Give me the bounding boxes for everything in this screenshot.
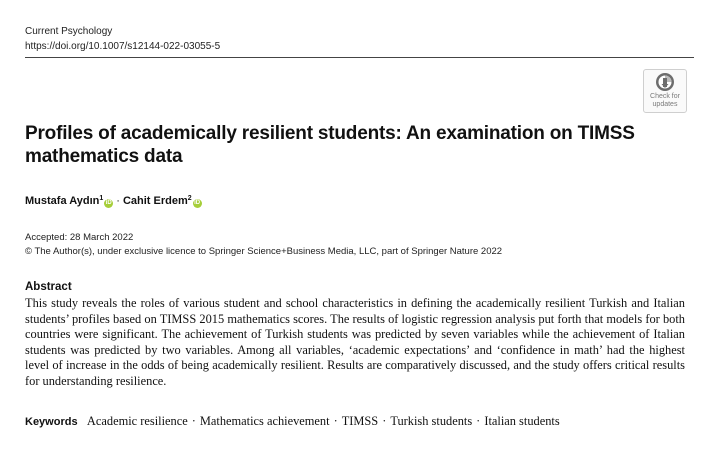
badge-label: [644, 93, 686, 109]
keyword-separator: ·: [191, 414, 196, 428]
keyword-item[interactable]: Turkish students: [390, 414, 473, 428]
keyword-separator: ·: [333, 414, 338, 428]
keyword-separator: ·: [382, 414, 387, 428]
abstract-text: This study reveals the roles of various student and school characteristics in defining the academically resilient Turkish and Italian students’ profiles based on TIMSS 2015 mathematics scores. The results of logistic regression analysis put forth that models for both countries were significant. The achievement of Turkish students was predicted by seven variables while the achievement of Italian students was predicted by two variables. Among all variables, ‘academic expectations’ and ‘confidence in math’ had the highest level of increase in the odds of being academically resilient. Results are comparatively discussed, and the study offers critical results for understanding resilience.: [25, 296, 685, 388]
keyword-separator: ·: [476, 414, 481, 428]
keyword-item[interactable]: Italian students: [484, 414, 560, 428]
orcid-icon[interactable]: iD: [105, 200, 112, 206]
keywords-label: Keywords: [25, 416, 78, 428]
orcid-icon[interactable]: iD: [194, 200, 201, 206]
accepted-date: Accepted: 28 March 2022: [25, 232, 134, 243]
publication-meta: [25, 231, 502, 259]
keyword-item[interactable]: Mathematics achievement: [199, 414, 330, 428]
author-name[interactable]: Mustafa Aydın: [25, 195, 100, 207]
badge-line-1: Check for: [650, 93, 680, 100]
author-affiliation: 1: [99, 195, 104, 202]
journal-info: [25, 24, 220, 54]
author-affiliation: 2: [187, 195, 192, 202]
journal-name: Current Psychology: [25, 26, 113, 37]
keywords: [25, 414, 560, 429]
author-name[interactable]: Cahit Erdem: [122, 195, 188, 207]
badge-line-2: updates: [652, 101, 678, 108]
author-separator: ·: [116, 195, 120, 207]
keyword-item[interactable]: TIMSS: [341, 414, 379, 428]
abstract-heading: Abstract: [25, 281, 72, 293]
paper-title: Profiles of academically resilient students: An examination on TIMSS mathematics data: [25, 123, 635, 167]
doi-link[interactable]: https://doi.org/10.1007/s12144-022-03055-5: [25, 41, 221, 52]
header-divider: [25, 57, 694, 58]
check-for-updates-badge[interactable]: [643, 69, 687, 113]
keyword-item[interactable]: Academic resilience: [86, 414, 188, 428]
author-list: [25, 192, 202, 208]
copyright-notice: © The Author(s), under exclusive licence to Springer Science+Business Media, LLC, part of Springer Nature 2022: [25, 246, 503, 257]
check-updates-icon: [655, 72, 675, 92]
